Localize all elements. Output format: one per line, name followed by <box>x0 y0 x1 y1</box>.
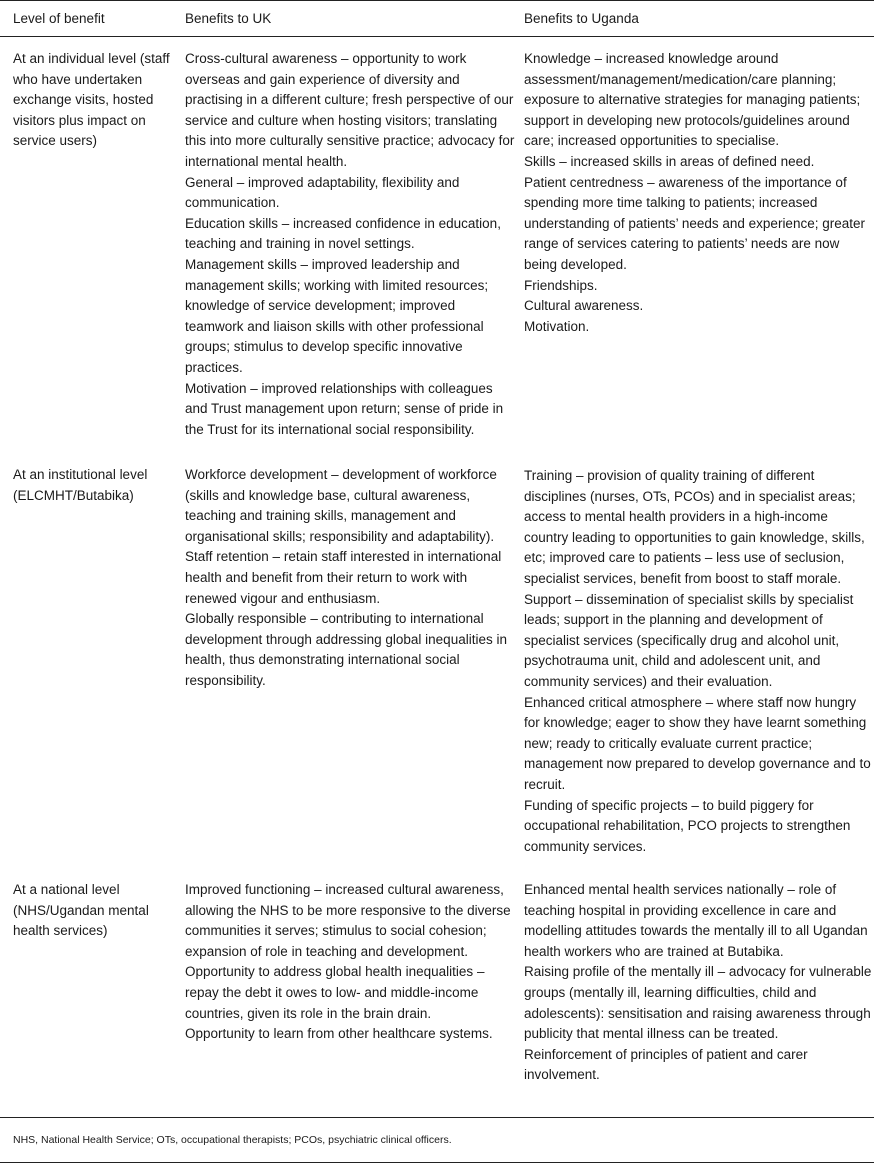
uganda-benefit-entry: Support – dissemination of specialist skills by specialist leads; support in the planning and development of specialist services (specifically drug and alcohol unit, psychotrauma unit, child and adolescent unit, and community services) and their evaluation. <box>524 591 854 689</box>
header-level-of-benefit: Level of benefit <box>13 11 105 26</box>
level-cell: At an individual level (staff who have undertaken exchange visits, hosted visitors plus impact on service users) <box>13 51 170 149</box>
uk-benefit-entry: Globally responsible – contributing to international development through addressing global inequalities in health, thus demonstrating international social responsibility. <box>185 611 507 688</box>
uk-benefit-entry: Improved functioning – increased cultural awareness, allowing the NHS to be more responsive to the diverse communities it serves; stimulus to social cohesion; expansion of role in teaching and development. <box>185 882 511 959</box>
uk-benefit-entry: General – improved adaptability, flexibility and communication. <box>185 174 460 211</box>
uganda-benefit-entry: Patient centredness – awareness of the importance of spending more time talking to patients; increased understanding of patients’ needs and experience; greater range of services catering to patients’ needs are now being developed. <box>524 174 865 272</box>
uganda-benefit-entry: Raising profile of the mentally ill – advocacy for vulnerable groups (mentally ill, learning difficulties, child and adolescents): sensitisation and raising awareness through publicity that mental illness can be treated. <box>524 964 872 1042</box>
uk-benefit-entry: Opportunity to learn from other healthcare systems. <box>185 1026 493 1042</box>
uganda-benefit-entry: Enhanced critical atmosphere – where staff now hungry for knowledge; eager to show they have learnt something new; ready to critically evaluate current practice; management now prepared to develop governance and to recruit. <box>524 694 871 792</box>
uganda-benefit-entry: Cultural awareness. <box>524 298 644 314</box>
uganda-benefit-entry: Reinforcement of principles of patient and carer involvement. <box>524 1046 808 1083</box>
level-cell: At an institutional level (ELCMHT/Butabika) <box>13 467 148 503</box>
uganda-benefits-cell <box>524 880 874 1086</box>
level-cell: At a national level (NHS/Ugandan mental health services) <box>13 882 149 939</box>
uk-benefits-cell <box>185 49 517 440</box>
uganda-benefits-cell <box>524 466 874 857</box>
table-footnote: NHS, National Health Service; OTs, occupational therapists; PCOs, psychiatric clinical officers. <box>13 1134 452 1146</box>
uk-benefit-entry: Education skills – increased confidence in education, teaching and training in novel settings. <box>185 215 501 252</box>
uganda-benefit-entry: Funding of specific projects – to build piggery for occupational rehabilitation, PCO projects to strengthen community services. <box>524 797 851 854</box>
uk-benefits-cell <box>185 880 517 1045</box>
uk-benefit-entry: Staff retention – retain staff interested in international health and benefit from their return to work with renewed vigour and enthusiasm. <box>185 549 502 606</box>
header-benefits-to-uganda: Benefits to Uganda <box>524 11 639 26</box>
table-top-rule <box>0 0 874 1</box>
uganda-benefit-entry: Knowledge – increased knowledge around assessment/management/medication/care planning; exposure to alternative strategies for managing patients; support in developing new protocols/guidelines around care; increased opportunities to specialise. <box>524 51 861 149</box>
uk-benefit-entry: Opportunity to address global health inequalities – repay the debt it owes to low- and middle-income countries, given its role in the brain drain. <box>185 964 485 1021</box>
uk-benefit-entry: Cross-cultural awareness – opportunity to work overseas and gain experience of diversity and practising in a different culture; fresh perspective of our service and culture when hosting visitors; translating this into more culturally sensitive practice; advocacy for international mental health. <box>185 51 515 169</box>
uganda-benefit-entry: Enhanced mental health services nationally – role of teaching hospital in providing excellence in care and modelling attitudes towards the mentally ill to all Ugandan health workers who are trained at Butabika. <box>524 882 868 959</box>
uganda-benefit-entry: Motivation. <box>524 318 590 334</box>
uk-benefit-entry: Workforce development – development of workforce (skills and knowledge base, cultural awareness, teaching and training skills, management and organisational skills; responsibility and adaptability). <box>185 467 497 544</box>
table-bottom-rule <box>0 1117 874 1118</box>
uk-benefit-entry: Management skills – improved leadership and management skills; working with limited resources; knowledge of service development; improved teamwork and liaison skills with other professional groups; stimulus to develop specific innovative practices. <box>185 256 489 375</box>
uganda-benefit-entry: Training – provision of quality training of different disciplines (nurses, OTs, PCOs) and in specialist areas; access to mental health providers in a high-income country leading to opportunities to gain knowledge, skills, etc; improved care to patients – less use of seclusion, specialist services, benefit from boost to staff morale. <box>524 468 865 586</box>
uganda-benefit-entry: Friendships. <box>524 277 598 293</box>
uganda-benefit-entry: Skills – increased skills in areas of defined need. <box>524 153 815 169</box>
header-benefits-to-uk: Benefits to UK <box>185 11 272 26</box>
uk-benefits-cell <box>185 465 517 692</box>
header-rule <box>0 36 874 37</box>
uganda-benefits-cell <box>524 49 874 337</box>
uk-benefit-entry: Motivation – improved relationships with colleagues and Trust management upon return; sense of pride in the Trust for its international social responsibility. <box>185 380 504 437</box>
